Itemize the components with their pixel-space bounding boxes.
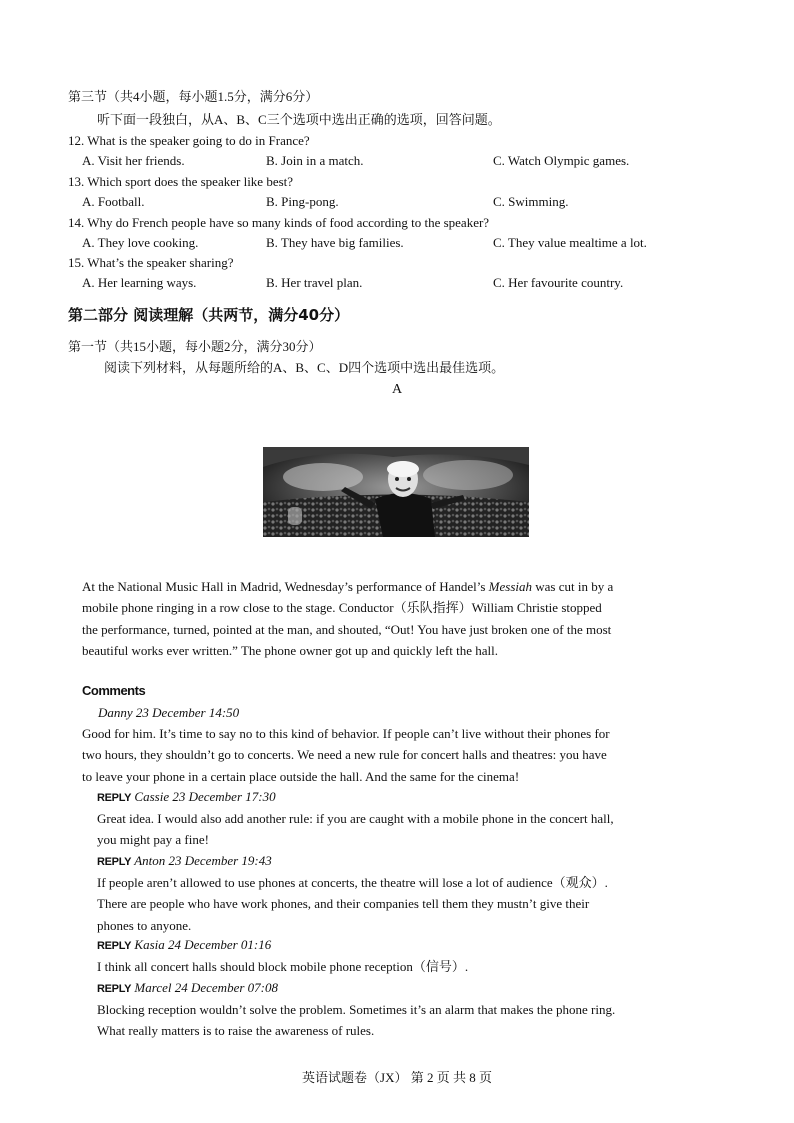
reply-line: phones to anyone. (97, 917, 192, 933)
comment-line: two hours, they shouldn’t go to concerts. We need a new rule for concert halls and theatres: you have (82, 747, 607, 763)
reply-author: Cassie 23 December 17:30 (134, 789, 276, 804)
reply-tag: REPLY (97, 940, 132, 952)
reply-line: Blocking reception wouldn’t solve the problem. Sometimes it’s an alarm that makes the phone ring. (97, 1002, 616, 1017)
section3-instruction: 听下面一段独白，从A、B、C三个选项中选出正确的选项，回答问题。 (97, 112, 501, 127)
article-line: the performance, turned, pointed at the man, and shouted, “Out! You have just broken one of the most (82, 621, 612, 637)
reply-author: Kasia 24 December 01:16 (134, 937, 272, 952)
question-12: 12. What is the speaker going to do in France? (68, 133, 310, 148)
comments-heading: Comments (82, 683, 146, 698)
page-footer: 英语试题卷（JX） 第 2 页 共 8 页 (302, 1070, 492, 1085)
q14-option-a: A. They love cooking. (82, 235, 199, 250)
reply-tag: REPLY (97, 856, 132, 868)
comment-text-danny (82, 723, 668, 787)
reading-section1-instruction: 阅读下列材料，从每题所给的A、B、C、D四个选项中选出最佳选项。 (104, 360, 505, 375)
q15-option-c: C. Her favourite country. (493, 275, 624, 290)
question-15: 15. What’s the speaker sharing? (68, 255, 234, 270)
reply-line: Great idea. I would also add another rule: if you are caught with a mobile phone in the concert hall, (97, 811, 614, 826)
article-text (82, 576, 668, 661)
reply-tag: REPLY (97, 792, 132, 804)
reply-line: What really matters is to raise the awareness of rules. (97, 1023, 375, 1039)
reply-header-anton (97, 852, 272, 871)
q15-option-a: A. Her learning ways. (82, 275, 197, 290)
reply-text-kasia (97, 956, 668, 977)
reply-line: you might pay a fine! (97, 832, 209, 848)
q12-option-a: A. Visit her friends. (82, 153, 185, 168)
article-line: mobile phone ringing in a row close to the stage. Conductor（乐队指挥）William Christie stopped (82, 600, 602, 616)
question-14: 14. Why do French people have so many kinds of food according to the speaker? (68, 215, 490, 230)
q14-option-c: C. They value mealtime a lot. (493, 235, 647, 250)
reply-text-marcel (97, 999, 670, 1042)
article-line: At the National Music Hall in Madrid, Wednesday’s performance of Handel’s Messiah was cut in by a (82, 579, 614, 594)
reading-section1-title: 第一节（共15小题，每小题2分，满分30分） (68, 339, 322, 354)
q13-option-b: B. Ping-pong. (266, 194, 339, 209)
comment-line: to leave your phone in a certain place outside the hall. And the same for the cinema! (82, 768, 520, 784)
reply-header-marcel (97, 979, 278, 998)
passage-letter: A (391, 382, 403, 397)
reply-tag: REPLY (97, 983, 132, 995)
q13-option-c: C. Swimming. (493, 194, 569, 209)
work-title: Messiah (488, 579, 533, 594)
concert-photo (263, 447, 529, 537)
comment-author-danny: Danny 23 December 14:50 (98, 705, 240, 720)
q14-option-b: B. They have big families. (266, 235, 404, 250)
reply-header-cassie (97, 788, 276, 807)
reply-text-cassie (97, 808, 668, 851)
comment-line: Good for him. It’s time to say no to this kind of behavior. If people can’t live without their phones for (82, 726, 610, 741)
reply-header-kasia (97, 936, 271, 955)
reply-line: I think all concert halls should block mobile phone reception（信号）. (97, 959, 469, 974)
reply-line: If people aren’t allowed to use phones at concerts, the theatre will lose a lot of audience（观众）. (97, 875, 608, 890)
question-13: 13. Which sport does the speaker like best? (68, 174, 294, 189)
q12-option-b: B. Join in a match. (266, 153, 364, 168)
article-line: beautiful works ever written.” The phone owner got up and quickly left the hall. (82, 642, 498, 658)
conductor-illustration (263, 447, 529, 537)
reply-author: Anton 23 December 19:43 (134, 853, 272, 868)
reply-author: Marcel 24 December 07:08 (134, 980, 278, 995)
reply-text-anton (97, 872, 670, 936)
q15-option-b: B. Her travel plan. (266, 275, 363, 290)
section3-title: 第三节（共4小题，每小题1.5分，满分6分） (68, 89, 319, 104)
part2-title: 第二部分 阅读理解（共两节，满分40分） (68, 306, 350, 324)
reply-line: There are people who have work phones, and their companies tell them they mustn’t give their (97, 896, 590, 912)
q12-option-c: C. Watch Olympic games. (493, 153, 630, 168)
q13-option-a: A. Football. (82, 194, 145, 209)
